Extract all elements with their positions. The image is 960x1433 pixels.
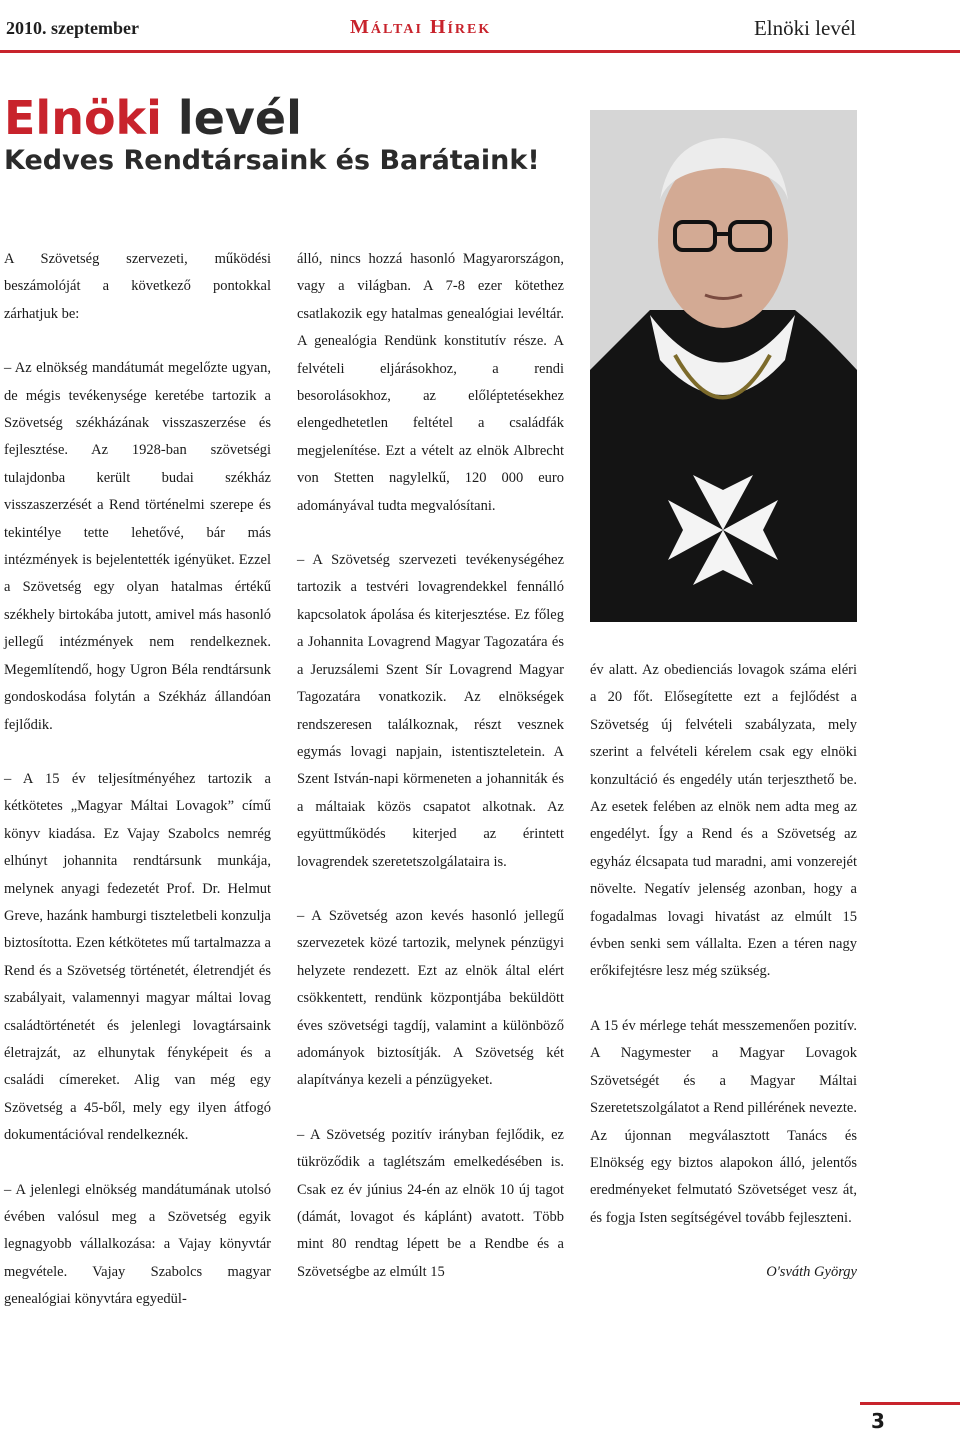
column-2 [297, 246, 564, 1313]
paragraph: év alatt. Az obedienciás lovagok száma eléri a 20 főt. Elősegítette ezt a fejlődést a Szövetség új felvételi szabályzata, mely szerint a felvételi kérelem csak egy elnöki konzultáció és engedély után terjeszthető be. Az esetek felében az elnök nem adta meg az engedélyt. Így a Rend és a Szövetség az egyház élcsapata tud maradni, ami vonzerejét növelte. Negatív jelenség azonban, hogy a fogadalmas lovagi hivatást az elmúlt 15 évben senki sem vállalta. Ezen a téren nagy erőkifejtésre lesz még szükség. [590, 662, 857, 980]
title-dark: levél [161, 91, 302, 145]
issue-date: 2010. szeptember [6, 18, 139, 38]
publication-name: Máltai Hírek [350, 16, 492, 38]
article-subtitle: Kedves Rendtársaink és Barátaink! [4, 145, 540, 176]
paragraph: – A Szövetség szervezeti tevékenységéhez tartozik a testvéri lovagrendekkel fennálló kapcsolatok ápolása és kiterjesztése. Ez főleg a Johannita Lovagrend Magyar Tagozatára és a Jeruzsálemi Szent Sír Lovagrend Magyar Tagozatára vonatkozik. Az elnökségek rendszeresen találkoznak, részt vesznek egymás lovagi napjain, istentiszteletein. A Szent István-napi körmeneten a johanniták és a máltaiak közös csapatot alkotnak. Az együttműködés kiterjed az érintett lovagrendek szeretetszolgálataira is. [297, 552, 564, 870]
paragraph: – A Szövetség azon kevés hasonló jellegű szervezetek közé tartozik, melynek pénzügyi helyzete rendezett. Ezt az elnök által elért csökkentett, rendünk központjába beküldött éves szövetségi tagdíj, valamint a különböző adományok biztosítják. A Szövetség két alapítványa kezeli a pénzügyeket. [297, 907, 564, 1089]
portrait-photo [590, 110, 857, 622]
paragraph: álló, nincs hozzá hasonló Magyarországon, vagy a világban. A 7-8 ezer kötethez csatlakozik egy hatalmas genealógiai levéltár. A genealógia Rendünk konstitutív része. A felvételi eljárásokhoz, a rendi besorolásokhoz, az előléptetésekhez elengedhetetlen feltétel a családfák megjelenítése. Ezt a vételt az elnök Albrecht von Stetten nagylelkű, 120 000 euro adományával tudta megvalósítani. [297, 251, 564, 514]
page-number-box [860, 1402, 960, 1433]
column-1 [4, 246, 271, 1341]
page-header [0, 8, 960, 48]
paragraph: – Az elnökség mandátumát megelőzte ugyan, de mégis tevékenysége keretébe tartozik a Szövetség székházának visszaszerzése és fejlesztése. Az 1928-ban szövetségi tulajdonba került budai székház visszaszerzését a Rend történelmi szerepe és tekintélye tette lehetővé, bár más intézmények is bejelentették igényüket. Ezzel a Szövetség egy olyan hatalmas értékű székhely birtokába jutott, amivel más hasonló jellegű intézmények nem rendelkeznek. Megemlítendő, hogy Ugron Béla rendtársunk gondoskodása folytán a Székház állandóan fejlődik. [4, 360, 271, 733]
section-name: Elnöki levél [753, 16, 856, 40]
column-3 [590, 657, 857, 1314]
paragraph: A Szövetség szervezeti, működési beszámolóját a következő pontokkal zárhatjuk be: [4, 251, 271, 322]
title-red: Elnöki [4, 91, 162, 145]
signature: O'sváth György [766, 1264, 857, 1281]
paragraph: – A 15 év teljesítményéhez tartozik a kétkötetes „Magyar Máltai Lovagok” című könyv kiadása. Ez Vajay Szabolcs nemrég elhúnyt johannita rendtársunk munkája, melynek anyagi fedezetét Prof. Dr. Helmut Greve, hazánk hamburgi tiszteletbeli konzulja biztosította. Ezen kétkötetes mű tartalmazza a Rend és a Szövetség történetét, életrendjét és szabályait, valamennyi magyar máltai lovag családtörténetét és jelenlegi lovagtársaink életrajzát, az elhunytak fényképeit és a családi címereket. Alig van még egy Szövetség a 45-ből, mely egy ilyen átfogó dokumentációval rendelkeznék. [4, 770, 271, 1144]
paragraph: – A Szövetség pozitív irányban fejlődik, ez tükröződik a taglétszám emelkedésében is. Csak ez év június 24-én az elnök 10 új tagot (dámát, lovagot és káplánt) avatott. Több mint 80 rendtag lépett be a Rendbe és a Szövetségbe az elmúlt 15 [297, 1126, 564, 1280]
article-title [4, 92, 302, 144]
paragraph: – A jelenlegi elnökség mandátumának utolsó évében valósul meg a Szövetség egyik legnagyobb vállalkozása: a Vajay könyvtár megvétele. Vajay Szabolcs magyar genealógiai könyvtára egyedül- [4, 1181, 271, 1308]
paragraph: A 15 év mérlege tehát messzemenően pozitív. A Nagymester a Magyar Lovagok Szövetségét és a Magyar Máltai Szeretetszolgálatot a Rend pillérének nevezte. Az újonnan megválasztott Tanács és Elnökség egy biztos alapokon álló, jelentős eredményeket felmutató Szövetséget vesz át, és fogja Isten segítségével tovább fejleszteni. [590, 1017, 857, 1226]
header-rule [0, 50, 960, 53]
page-number: 3 [871, 1409, 885, 1433]
